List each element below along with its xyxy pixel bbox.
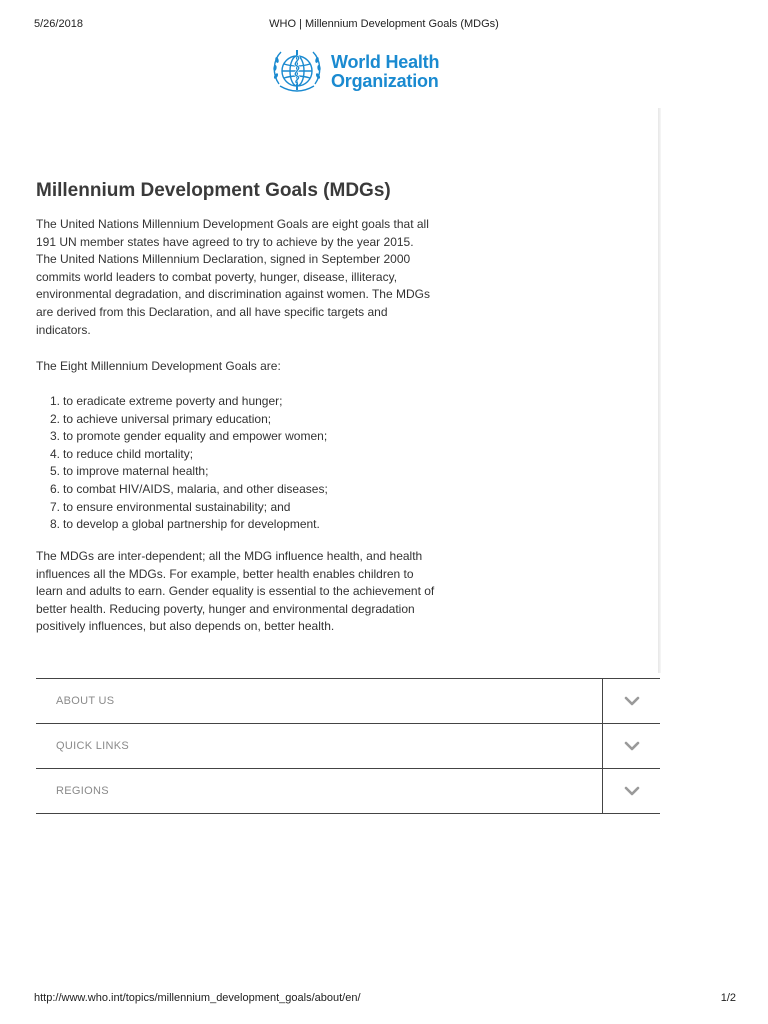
- chevron-down-icon: [624, 786, 640, 796]
- closing-paragraph: The MDGs are inter-dependent; all the MDG influence health, and health influences all the MDGs. For example, better health enables children to learn and adults to earn. Gender equality is essential to the achievement of better health. Reducing poverty, hunger and environmental degradation positively influences, but also depends on, better health.: [36, 549, 435, 634]
- list-item: [36, 446, 328, 464]
- who-logo[interactable]: [268, 44, 439, 100]
- print-date: 5/26/2018: [34, 18, 83, 30]
- accordion-label: QUICK LINKS: [56, 740, 129, 752]
- accordion-about-us[interactable]: [36, 678, 660, 723]
- list-number: 5.: [49, 464, 60, 479]
- goals-list: [36, 393, 328, 534]
- list-text: to develop a global partnership for development.: [63, 517, 320, 532]
- logo-line-1: World Health: [331, 52, 440, 72]
- print-footer: [34, 992, 736, 1006]
- list-number: 7.: [49, 499, 60, 514]
- intro-paragraph: The United Nations Millennium Development Goals are eight goals that all 191 UN member states have agreed to try to achieve by the year 2015. The United Nations Millennium Declaration, signed in September 2000 commits world leaders to combat poverty, hunger, disease, illiteracy, environmental degradation, and discrimination against women. The MDGs are derived from this Declaration, and all have specific targets and indicators.: [36, 217, 430, 337]
- list-item: [36, 516, 328, 534]
- goals-heading: The Eight Millennium Development Goals are:: [36, 359, 281, 373]
- accordion-label: ABOUT US: [56, 695, 115, 707]
- list-number: 4.: [49, 446, 60, 461]
- print-url: http://www.who.int/topics/millennium_development_goals/about/en/: [34, 992, 361, 1004]
- list-number: 3.: [49, 429, 60, 444]
- list-text: to reduce child mortality;: [63, 446, 194, 461]
- list-item: [36, 463, 328, 481]
- logo-wordmark: [331, 53, 439, 91]
- list-text: to achieve universal primary education;: [63, 411, 272, 426]
- accordion-toggle[interactable]: [602, 769, 660, 813]
- list-item: [36, 411, 328, 429]
- list-text: to combat HIV/AIDS, malaria, and other diseases;: [63, 481, 328, 496]
- list-number: 1.: [49, 394, 60, 408]
- list-item: [36, 428, 328, 446]
- list-item: [36, 393, 328, 411]
- list-number: 6.: [49, 481, 60, 496]
- list-number: 2.: [49, 411, 60, 426]
- list-text: to promote gender equality and empower women;: [63, 429, 328, 444]
- logo-line-2: Organization: [331, 71, 439, 91]
- page-title: Millennium Development Goals (MDGs): [36, 180, 391, 201]
- chevron-down-icon: [624, 741, 640, 751]
- accordion-label: REGIONS: [56, 785, 109, 797]
- list-text: to ensure environmental sustainability; and: [63, 499, 291, 514]
- list-item: [36, 481, 328, 499]
- page-number: 1/2: [720, 992, 736, 1004]
- chevron-down-icon: [624, 696, 640, 706]
- print-page-title: WHO | Millennium Development Goals (MDGs): [269, 18, 499, 30]
- list-number: 8.: [49, 517, 60, 532]
- accordion-regions[interactable]: [36, 768, 660, 814]
- list-text: to improve maternal health;: [63, 464, 209, 479]
- list-text: to eradicate extreme poverty and hunger;: [63, 394, 283, 408]
- accordion-toggle[interactable]: [602, 679, 660, 723]
- print-header: [34, 18, 734, 32]
- list-item: [36, 499, 328, 517]
- footer-accordion: [36, 678, 660, 814]
- accordion-toggle[interactable]: [602, 724, 660, 768]
- content-edge-shadow: [658, 108, 661, 673]
- accordion-quick-links[interactable]: [36, 723, 660, 768]
- who-emblem-icon: [268, 44, 326, 100]
